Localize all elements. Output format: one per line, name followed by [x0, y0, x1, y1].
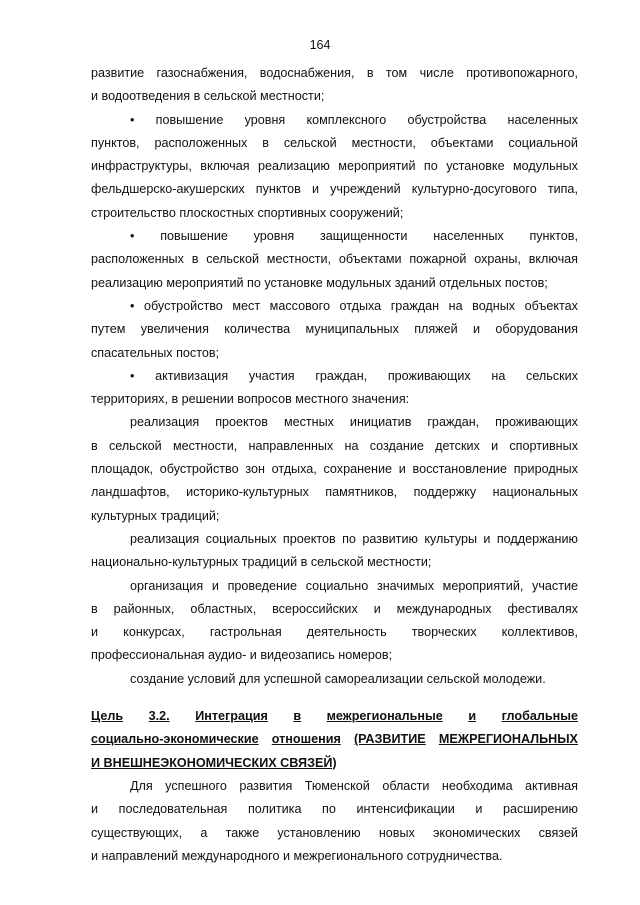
paragraph-gap: [91, 691, 578, 705]
text-line: в районных, областных, всероссийских и международных фестивалях: [91, 601, 578, 616]
text-line: создание условий для успешной самореализации сельской молодежи.: [130, 671, 546, 686]
text-line: и конкурсах, гастрольная деятельность творческих коллективов,: [91, 625, 578, 640]
text-line: в сельской местности, направленных на создание детских и спортивных: [91, 438, 578, 453]
page-number: 164: [309, 38, 331, 52]
text-line: • повышение уровня комплексного обустройства населенных: [130, 112, 578, 127]
text-line: существующих, а также установлению новых экономических связей: [91, 825, 578, 840]
text-line: культурных традиций;: [91, 508, 220, 523]
text-line: развитие газоснабжения, водоснабжения, в том числе противопожарного,: [91, 66, 578, 80]
text-line: фельдшерско-акушерских пунктов и учреждений культурно-досугового типа,: [91, 182, 578, 197]
text-line: территориях, в решении вопросов местного значения:: [91, 392, 410, 407]
text-line: • обустройство мест массового отдыха граждан на водных объектах: [130, 298, 578, 313]
text-line: реализация проектов местных инициатив граждан, проживающих: [130, 415, 578, 430]
text-line: национально-культурных традиций в сельской местности;: [91, 555, 432, 570]
text-line: пунктов, расположенных в сельской местности, объектами социальной: [91, 135, 578, 150]
text-line: организация и проведение социально значимых мероприятий, участие: [130, 578, 578, 593]
text-line: и водоотведения в сельской местности;: [91, 89, 325, 104]
text-line: путем увеличения количества муниципальных пляжей и оборудования: [91, 322, 578, 337]
text-line: расположенных в сельской местности, объектами пожарной охраны, включая: [91, 252, 578, 267]
text-line: реализация социальных проектов по развитию культуры и поддержанию: [130, 531, 578, 546]
text-line: реализацию мероприятий по установке модульных зданий отдельных постов;: [91, 275, 548, 290]
text-line: Цель 3.2. Интеграция в межрегиональные и глобальные: [91, 709, 578, 724]
text-line: социально-экономические отношения (РАЗВИТИЕ МЕЖРЕГИОНАЛЬНЫХ: [91, 732, 578, 747]
text-line: • активизация участия граждан, проживающих на сельских: [130, 368, 578, 383]
text-line: инфраструктуры, включая реализацию мероприятий по установке модульных: [91, 159, 578, 174]
text-line: И ВНЕШНЕЭКОНОМИЧЕСКИХ СВЯЗЕЙ): [91, 755, 337, 770]
text-line: и последовательная политика по интенсификации и расширению: [91, 802, 578, 817]
text-line: строительство плоскостных спортивных сооружений;: [91, 205, 404, 220]
text-line: • повышение уровня защищенности населенных пунктов,: [130, 229, 578, 244]
text-line: профессиональная аудио- и видеозапись номеров;: [91, 648, 393, 663]
text-line: Для успешного развития Тюменской области необходима активная: [130, 778, 578, 793]
text-line: и направлений международного и межрегионального сотрудничества.: [91, 848, 503, 863]
text-line: площадок, обустройство зон отдыха, сохранение и восстановление природных: [91, 462, 578, 477]
document-body: [91, 62, 578, 868]
text-line: спасательных постов;: [91, 345, 220, 360]
text-line: ландшафтов, историко-культурных памятников, поддержку национальных: [91, 485, 578, 500]
